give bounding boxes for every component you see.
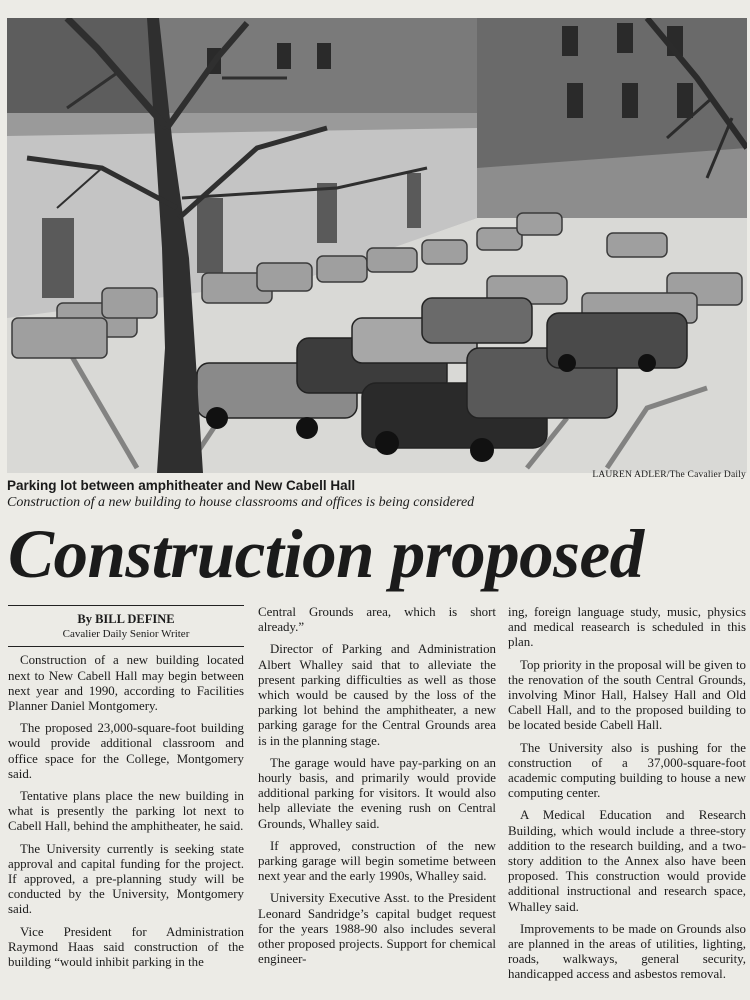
paragraph: Central Grounds area, which is short already.” [258, 605, 496, 635]
paragraph: The garage would have pay-parking on an hourly basis, and primarily would provide additional parking for visitors. It would also help alleviate the evening rush on Central Grounds, Whalley said. [258, 755, 496, 831]
paragraph: Vice President for Administration Raymond Haas said construction of the building “would inhibit parking in the [8, 924, 244, 970]
paragraph: Top priority in the proposal will be given to the renovation of the south Central Grounds, involving Minor Hall, Halsey Hall and Old Cabell Hall, and to the proposed building to be located beside Cabell Hall. [508, 657, 746, 733]
paragraph: Improvements to be made on Grounds also are planned in the areas of utilities, lighting, roads, walkways, general security, handicapped access and asbestos removal. [508, 921, 746, 982]
article-column-3 [508, 605, 746, 990]
photo-caption-title: Parking lot between amphitheater and New Cabell Hall [7, 478, 356, 493]
paragraph: Construction of a new building located next to New Cabell Hall may begin between next year and 1990, according to Facilities Planner Daniel Montgomery. [8, 653, 244, 714]
paragraph: The University currently is seeking state approval and capital funding for the project. If approved, a pre-planning study will be conducted by the University, Montgomery said. [8, 841, 244, 917]
paragraph: ing, foreign language study, music, physics and medical reasearch is scheduled in this plan. [508, 605, 746, 650]
paragraph: University Executive Asst. to the President Leonard Sandridge’s capital budget request for the years 1988-90 also includes several other proposed projects. Support for chemical engineer- [258, 891, 496, 967]
byline-role: Cavalier Daily Senior Writer [62, 628, 190, 641]
article-headline: Construction proposed [8, 516, 644, 592]
paragraph: Tentative plans place the new building in what is presently the parking lot next to Cabell Hall, behind the amphitheater, he said. [8, 789, 244, 834]
paragraph: If approved, construction of the new parking garage will begin sometime between next year and the early 1990s, Whalley said. [258, 838, 496, 884]
paragraph: The University also is pushing for the construction of a 37,000-square-foot academic computing building to house a new computing center. [508, 740, 746, 801]
byline [8, 605, 244, 647]
paragraph: A Medical Education and Research Building, which would include a three-story addition to the research building, and a two-story addition to the Annex also have been proposed. This construction would provide additional instructional and research space, Whalley said. [508, 808, 746, 914]
article-column-2 [258, 605, 496, 974]
photo-credit: LAUREN ADLER/The Cavalier Daily [592, 470, 746, 480]
article-column-1 [8, 605, 244, 977]
photo-caption-subtitle: Construction of a new building to house classrooms and offices is being considered [7, 495, 475, 510]
paragraph: Director of Parking and Administration Albert Whalley said that to alleviate the present parking difficulties as well as those which would be caused by the loss of the parking lot behind the amphitheater, a new parking garage for the Central Grounds area is in the planning stage. [258, 642, 496, 748]
paragraph: The proposed 23,000-square-foot building would provide additional classroom and office space for the College, Montgomery said. [8, 721, 244, 781]
parking-lot-photo [7, 18, 747, 473]
byline-author: By BILL DEFINE [77, 612, 175, 626]
